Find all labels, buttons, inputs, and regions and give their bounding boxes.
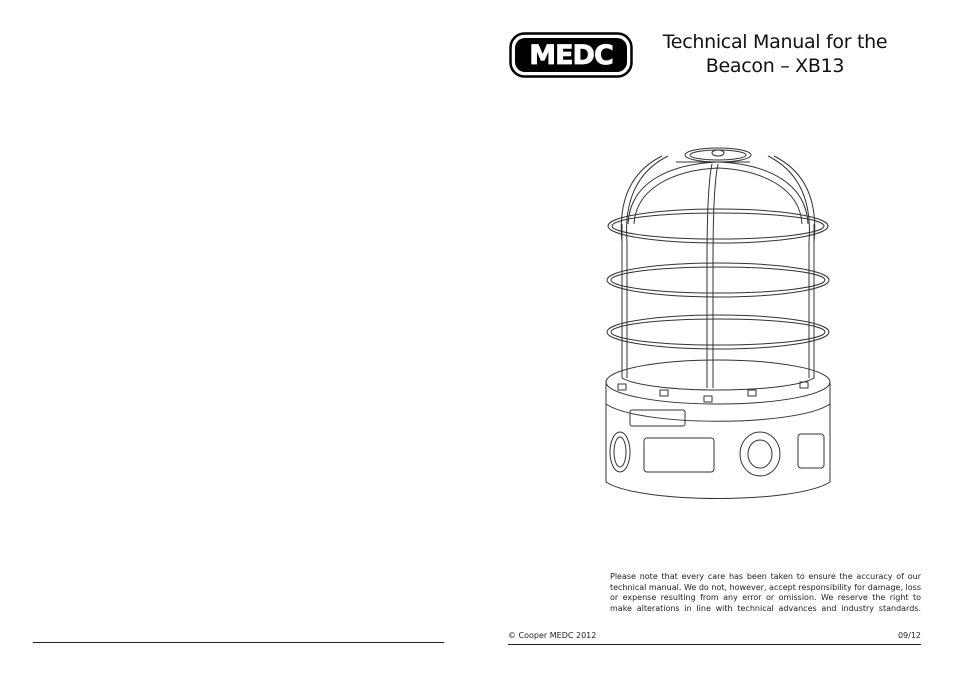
svg-text:MEDC: MEDC (529, 40, 613, 71)
copyright-text: © Cooper MEDC 2012 (508, 631, 597, 640)
document-code: 09/12 (897, 631, 921, 640)
beacon-illustration (600, 142, 836, 500)
medc-logo-graphic (509, 32, 633, 78)
title-line-1: Technical Manual for the (662, 31, 888, 53)
medc-logo (509, 32, 633, 78)
page-title (640, 30, 910, 78)
title-line-2: Beacon – XB13 (705, 55, 845, 77)
disclaimer-text: Please note that every care has been taken to ensure the accuracy of our technical manual. We do not, however, accept responsibility for damage, loss or expense resulting from any error or omission. We reserve the right to make alterations in line with technical advances and industry standards. (610, 572, 921, 613)
left-page-rule (33, 642, 444, 643)
beacon-drawing (600, 142, 836, 500)
footer (508, 630, 921, 645)
